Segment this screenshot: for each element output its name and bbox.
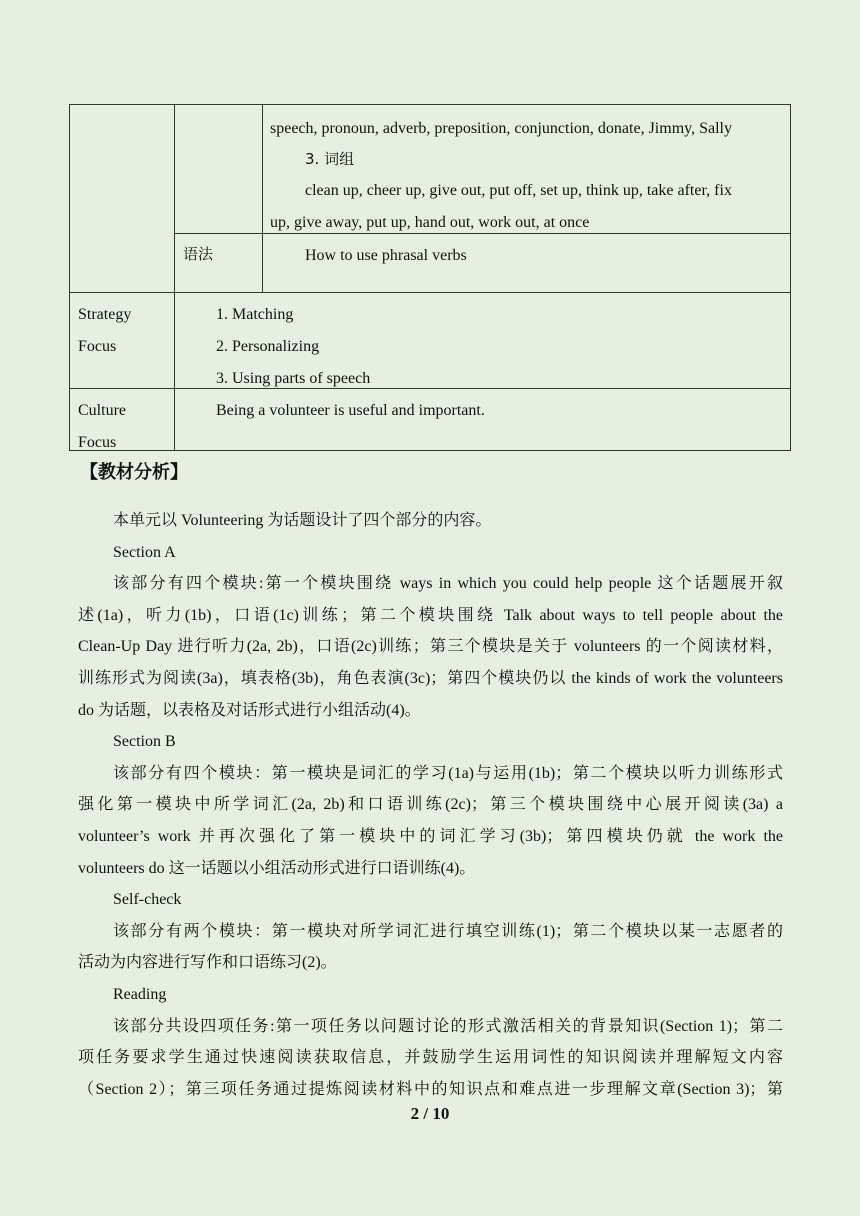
section-b-line: volunteers do 这一话题以小组活动形式进行口语训练(4)。 — [78, 859, 476, 877]
lesson-table — [69, 104, 791, 451]
strategy-label: Focus — [78, 338, 117, 355]
reading-line: 项任务要求学生通过快速阅读获取信息，并鼓励学生运用词性的知识阅读并理解短文内容 — [78, 1049, 783, 1067]
reading-title: Reading — [113, 985, 167, 1003]
table-divider — [70, 292, 791, 293]
reading-line: 该部分共设四项任务:第一项任务以问题讨论的形式激活相关的背景知识(Section 1)；第二 — [113, 1017, 783, 1035]
culture-label: Culture — [78, 402, 126, 419]
grammar-label: 语法 — [183, 245, 214, 263]
section-b-title: Section B — [113, 733, 176, 751]
section-a-line: do 为话题，以表格及对话形式进行小组活动(4)。 — [78, 701, 421, 719]
section-a-title: Section A — [113, 543, 176, 561]
strategy-item: 3. Using parts of speech — [216, 370, 371, 387]
section-b-line: volunteer’s work 并再次强化了第一模块中的词汇学习(3b)；第四模块仍就 the work the — [78, 827, 783, 845]
section-a-line: 述(1a)，听力(1b)，口语(1c)训练；第二个模块围绕 Talk about ways to tell people about the — [78, 606, 783, 624]
grammar-value: How to use phrasal verbs — [305, 247, 467, 264]
phrase-line: clean up, cheer up, give out, put off, set up, think up, take after, fix — [305, 182, 732, 199]
table-divider — [174, 292, 175, 451]
strategy-label: Strategy — [78, 306, 132, 323]
section-a-line: 该部分有四个模块:第一个模块围绕 ways in which you could help people 这个话题展开叙 — [113, 575, 783, 593]
reading-line: （Section 2）；第三项任务通过提炼阅读材料中的知识点和难点进一步理解文章(Section 3)；第 — [78, 1080, 783, 1098]
table-divider — [70, 388, 791, 389]
body-text — [78, 505, 783, 1105]
vocab-line: speech, pronoun, adverb, preposition, conjunction, donate, Jimmy, Sally — [270, 120, 732, 137]
culture-label: Focus — [78, 434, 117, 451]
culture-value: Being a volunteer is useful and important. — [216, 402, 485, 419]
section-a-line: Clean-Up Day 进行听力(2a, 2b)，口语(2c)训练；第三个模块是关于 volunteers 的一个阅读材料， — [78, 638, 783, 656]
section-a-line: 训练形式为阅读(3a)，填表格(3b)，角色表演(3c)；第四个模块仍以 the kinds of work the volunteers — [78, 669, 783, 687]
self-check-line: 活动为内容进行写作和口语练习(2)。 — [78, 954, 337, 972]
strategy-item: 2. Personalizing — [216, 338, 320, 355]
table-divider — [262, 105, 263, 292]
table-divider — [174, 105, 175, 292]
section-b-line: 强化第一模块中所学词汇(2a, 2b)和口语训练(2c)；第三个模块围绕中心展开阅读(3a) a — [78, 796, 783, 814]
intro-line: 本单元以 Volunteering 为话题设计了四个部分的内容。 — [113, 512, 492, 529]
section-b-line: 该部分有四个模块：第一模块是词汇的学习(1a)与运用(1b)；第二个模块以听力训练形式 — [113, 764, 783, 782]
self-check-title: Self-check — [113, 891, 182, 909]
phrase-line: up, give away, put up, hand out, work out, at once — [270, 214, 590, 231]
phrase-heading: 3. 词组 — [305, 150, 355, 168]
section-heading: 【教材分析】 — [80, 462, 188, 483]
strategy-item: 1. Matching — [216, 306, 294, 323]
page-number: 2 / 10 — [410, 1104, 450, 1123]
self-check-line: 该部分有两个模块：第一模块对所学词汇进行填空训练(1)；第二个模块以某一志愿者的 — [113, 922, 783, 940]
